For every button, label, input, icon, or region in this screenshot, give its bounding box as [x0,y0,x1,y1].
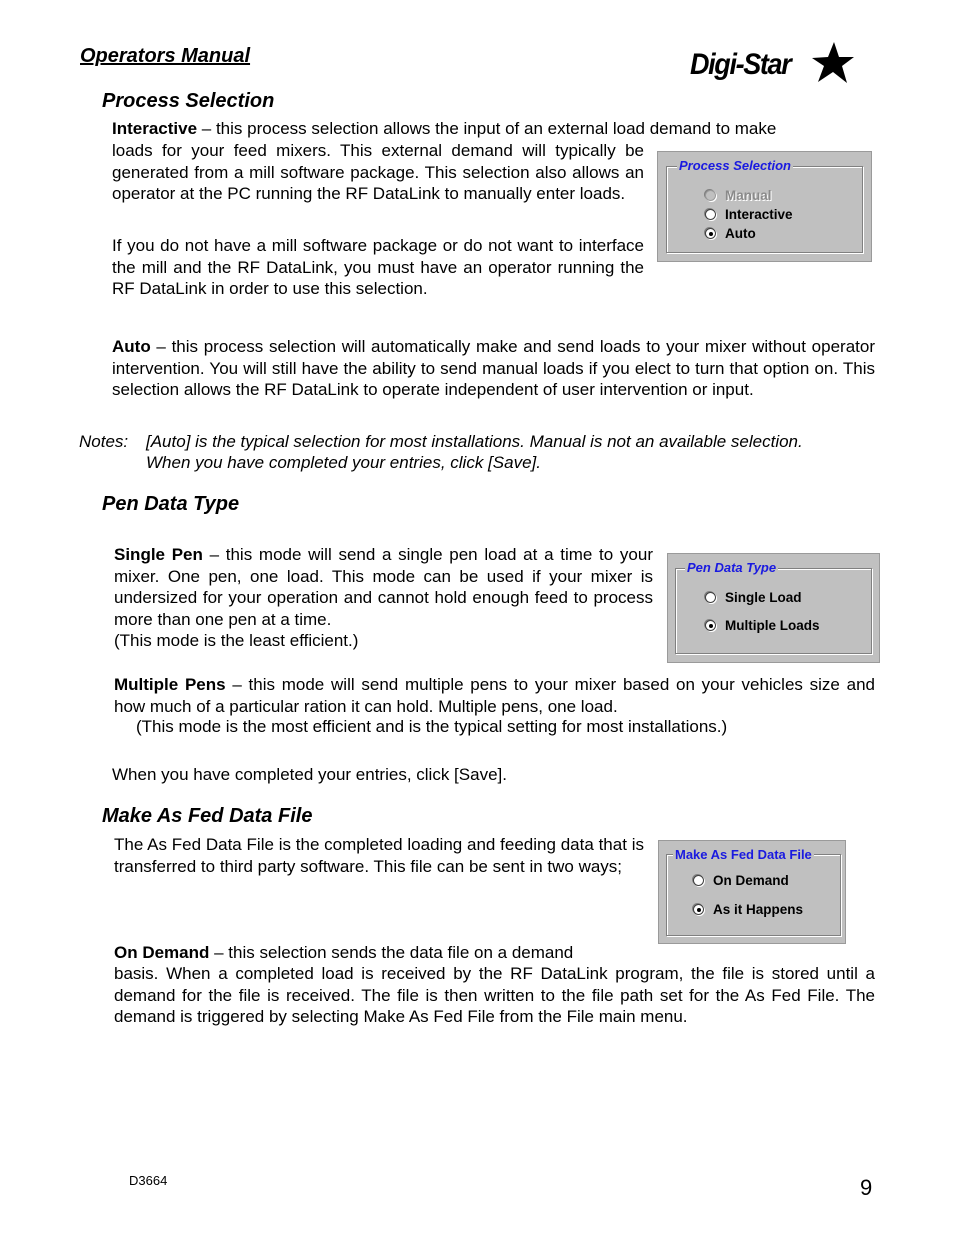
radio-button-selected-icon [705,228,716,239]
interactive-paragraph-first-line [112,118,875,140]
radio-single-load-label: Single Load [725,590,802,605]
notes-line-1: [Auto] is the typical selection for most installations. Manual is not an available selection. [146,432,803,451]
radio-single-load[interactable] [705,590,802,605]
pen-save-note: When you have completed your entries, click [Save]. [112,765,507,784]
pen-data-type-groupbox [675,568,872,654]
auto-term: Auto [112,337,151,356]
radio-button-icon [693,875,704,886]
logo-wordmark: Digi-Star [690,48,791,81]
process-selection-heading: Process Selection [102,90,275,112]
single-pen-paragraph [114,544,653,630]
radio-as-it-happens-label: As it Happens [713,902,804,917]
auto-text: – this process selection will automatically make and send loads to your mixer without operator intervention. You will still have the ability to send manual loads if you elect to turn that option on. This selection allows the RF DataLink to operate independent of user intervention or input. [112,337,875,399]
radio-multiple-loads-label: Multiple Loads [725,618,820,633]
as-fed-panel-title: Make As Fed Data File [675,847,812,862]
single-pen-text: – this mode will send a single pen load at a time to your mixer. One pen, one load. This mode can be used if your mixer is undersized for your operation and cannot hold enough feed to process more than one pen at a time. [114,545,653,629]
as-fed-groupbox [666,854,841,936]
auto-paragraph [112,336,875,401]
multiple-pens-text: – this mode will send multiple pens to your mixer based on your vehicles size and how much of a particular ration it can hold. Multiple pens, one load. [114,675,875,716]
interactive-paragraph-rest: loads for your feed mixers. This external demand will typically be generated from a mill software package. This selection also allows an operator at the PC running the RF DataLink to manually enter loads. [112,141,644,203]
interactive-term: Interactive [112,119,198,138]
process-selection-panel-title: Process Selection [679,158,791,173]
single-pen-note: (This mode is the least efficient.) [114,631,359,650]
as-fed-intro: The As Fed Data File is the completed loading and feeding data that is transferred to third party software. This file can be sent in two ways; [114,835,644,876]
radio-button-icon [705,190,716,201]
radio-auto[interactable] [705,226,756,241]
digi-star-logo [690,42,855,88]
radio-manual[interactable] [705,188,772,203]
multiple-pens-paragraph [114,674,875,717]
notes-line-2: When you have completed your entries, click [Save]. [146,453,541,472]
as-fed-heading: Make As Fed Data File [102,805,313,827]
radio-button-icon [705,592,716,603]
radio-multiple-loads[interactable] [705,618,820,633]
manual-title: Operators Manual [80,45,251,67]
radio-on-demand[interactable] [693,873,789,888]
radio-button-selected-icon [693,904,704,915]
radio-as-it-happens[interactable] [693,902,803,917]
process-selection-panel [657,151,872,262]
on-demand-term: On Demand [114,943,210,962]
on-demand-line1: – this selection sends the data file on a demand [209,943,574,962]
radio-manual-label: Manual [725,188,772,203]
document-code: D3664 [129,1173,168,1188]
page-number: 9 [860,1175,873,1200]
single-pen-term: Single Pen [114,545,203,564]
multiple-pens-term: Multiple Pens [114,675,226,694]
radio-auto-label: Auto [725,226,756,241]
interactive-line1: – this process selection allows the input of an external load demand to make [197,119,777,138]
radio-button-icon [705,209,716,220]
on-demand-paragraph-first-line [114,942,644,964]
pen-data-type-panel-title: Pen Data Type [687,560,777,575]
radio-on-demand-label: On Demand [713,873,789,888]
radio-interactive-label: Interactive [725,207,793,222]
pen-data-type-panel [667,553,880,663]
on-demand-paragraph-rest: basis. When a completed load is received by the RF DataLink program, the file is stored until a demand for the file is received. The file is then written to the file path set for the As Fed File. The demand is triggered by selecting Make As Fed File from the File main menu. [114,964,875,1026]
interactive-paragraph-2: If you do not have a mill software package or do not want to interface the mill and the RF DataLink, you must have an operator running the RF DataLink in order to use this selection. [112,236,644,298]
as-fed-panel [658,840,846,944]
pen-data-type-heading: Pen Data Type [102,493,240,515]
multiple-pens-note: (This mode is the most efficient and is the typical setting for most installations.) [136,717,728,736]
radio-interactive[interactable] [705,207,793,222]
star-icon [808,42,854,84]
radio-button-selected-icon [705,620,716,631]
notes-label: Notes: [79,432,129,451]
